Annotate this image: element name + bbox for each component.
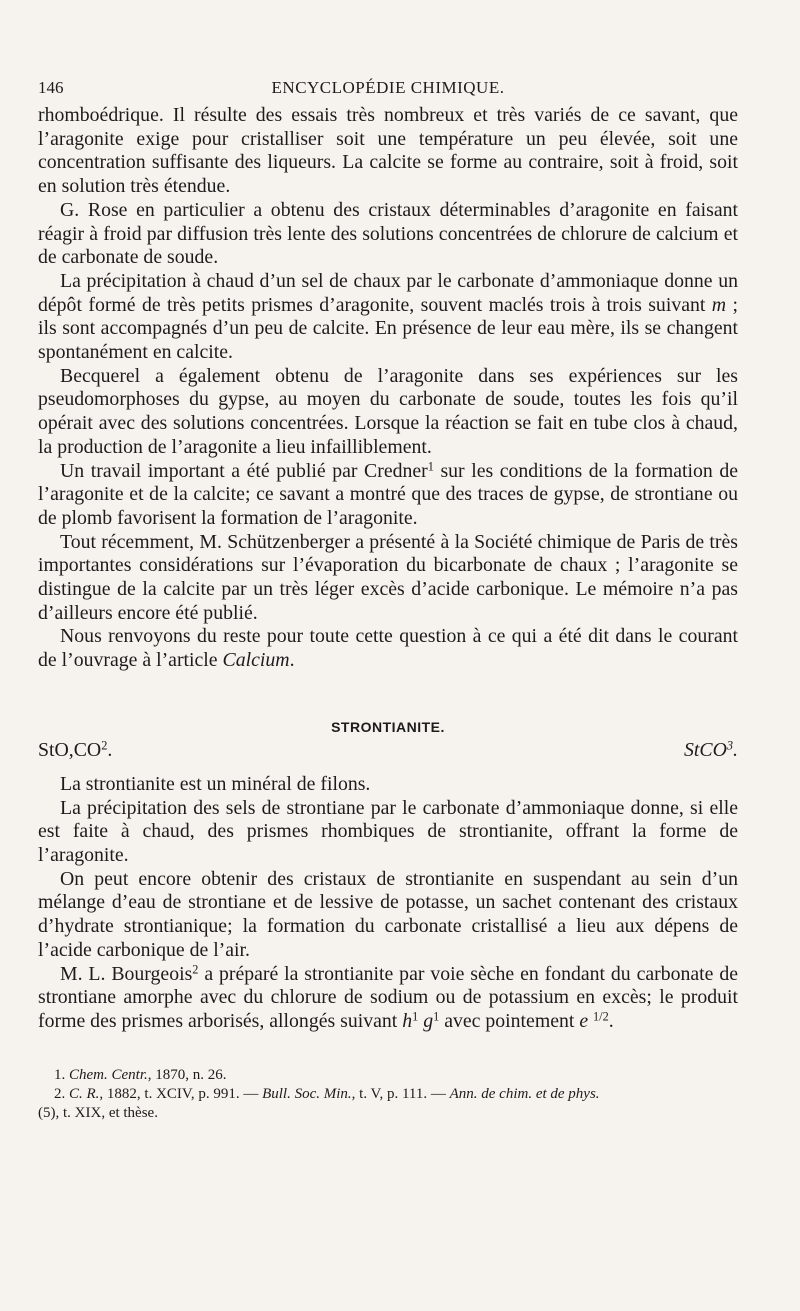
article-reference: Calcium (222, 649, 290, 672)
text-run: sur les conditions de la formation de l’aragonite et de la calcite; ce savant a montré que des traces de gypse, de strontiane ou de plomb favorisent la formation de l’aragonite. (38, 459, 738, 529)
text-run: M. L. Bourgeois (60, 962, 193, 985)
text-run: a préparé la strontianite par voie sèche en fondant du carbonate de strontiane amorphe avec du chlorure de sodium ou de potassium en excès; le produit forme des prismes arborisés, allongés suivant (38, 962, 739, 1032)
text-run: . (289, 649, 295, 672)
paragraph-7 (38, 625, 738, 672)
section-heading: STRONTIANITE. (331, 718, 445, 735)
text-run: Nous renvoyons du reste pour toute cette question à ce qui a été dit dans le courant de l’ouvrage à l’article (38, 625, 738, 672)
footnote-ref-1[interactable]: 1 (427, 458, 434, 473)
text-run: Un travail important a été publié par Credner (60, 459, 428, 482)
paragraph-9: La précipitation des sels de strontiane par le carbonate d’ammoniaque donne, si elle est faite à chaud, des prismes rhombiques de strontianite, offrant la forme de l’aragonite. (38, 796, 738, 866)
paragraph-8: La strontianite est un minéral de filons. (60, 772, 371, 795)
paragraph-2: G. Rose en particulier a obtenu des cristaux déterminables d’aragonite en faisant réagir à froid par diffusion très lente des solutions concentrées de chlorure de calcium et de carbonate de soude. (38, 198, 738, 269)
footnote-2: 2. C. R., 1882, t. XCIV, p. 991. — Bull. Soc. Min., t. V, p. 111. — Ann. de chim. et de phys. (54, 1085, 600, 1102)
paragraph-3 (38, 270, 738, 365)
formula-equivalent: $StO,CO^2$. (38, 738, 113, 761)
page-number: 146 (38, 78, 64, 97)
twin-plane-symbol: m (711, 293, 727, 316)
text-run: La précipitation à chaud d’un sel de chaux par le carbonate d’ammoniaque donne un dépôt formé de très petits prismes d’aragonite, souvent maclés trois à trois suivant (38, 269, 738, 316)
paragraph-4: Becquerel a également obtenu de l’aragonite dans ses expériences sur les pseudomorphoses du gypse, au moyen du carbonate de soude, toutes les fois qu’il opérait avec des solutions concentrées. Lorsque la réaction se fait en tube clos à chaud, la production de l’aragonite a lieu infailliblement. (38, 364, 738, 458)
running-title: ENCYCLOPÉDIE CHIMIQUE. (271, 78, 505, 97)
footnote-1: 1. Chem. Centr., 1870, n. 26. (54, 1066, 227, 1083)
formula-atomic: StCO$^3$. (684, 738, 738, 761)
paragraph-10: On peut encore obtenir des cristaux de strontianite en suspendant au sein d’un mélange d’eau de strontiane et de lessive de potasse, un sachet contenant des cristaux d’hydrate strontianique; la formation du carbonate cristallisé a lieu aux dépens de l’acide carbonique de l’air. (38, 867, 738, 961)
document-page (38, 78, 738, 1123)
formula-row (38, 737, 738, 767)
paragraph-11: M. L. Bourgeois$^2$ a préparé la strontianite par voie sèche en fondant du carbonate de strontiane amorphe avec du chlorure de sodium ou de potassium en excès; le produit forme des prismes arborisés, allongés suivant $h^1$ $g^1$ avec pointement e $^{1/2}$. (38, 961, 739, 1032)
footnote-ref-2[interactable]: 2 (192, 961, 199, 976)
paragraph-6: Tout récemment, M. Schützenberger a présenté à la Société chimique de Paris de très importantes considérations sur l’évaporation du bicarbonate de chaux ; l’aragonite se distingue de la calcite par un très léger excès d’acide carbonique. Le mémoire n’a pas d’ailleurs encore été publié. (38, 530, 738, 624)
running-header (38, 78, 738, 104)
text-run: avec pointement (439, 1009, 580, 1032)
text-run: ; ils sont accompagnés d’un peu de calcite. En présence de leur eau mère, ils se changent spontanément en calcite. (38, 293, 738, 364)
footnotes (38, 1066, 738, 1123)
paragraph-1: rhomboédrique. Il résulte des essais très nombreux et très variés de ce savant, que l’aragonite exige pour cristalliser soit une température un peu élevée, soit une concentration suffisante des liqueurs. La calcite se forme au contraire, soit à froid, soit en solution très étendue. (38, 104, 738, 198)
paragraph-5 (38, 460, 738, 531)
footnote-2-continuation: (5), t. XIX, et thèse. (38, 1104, 158, 1121)
